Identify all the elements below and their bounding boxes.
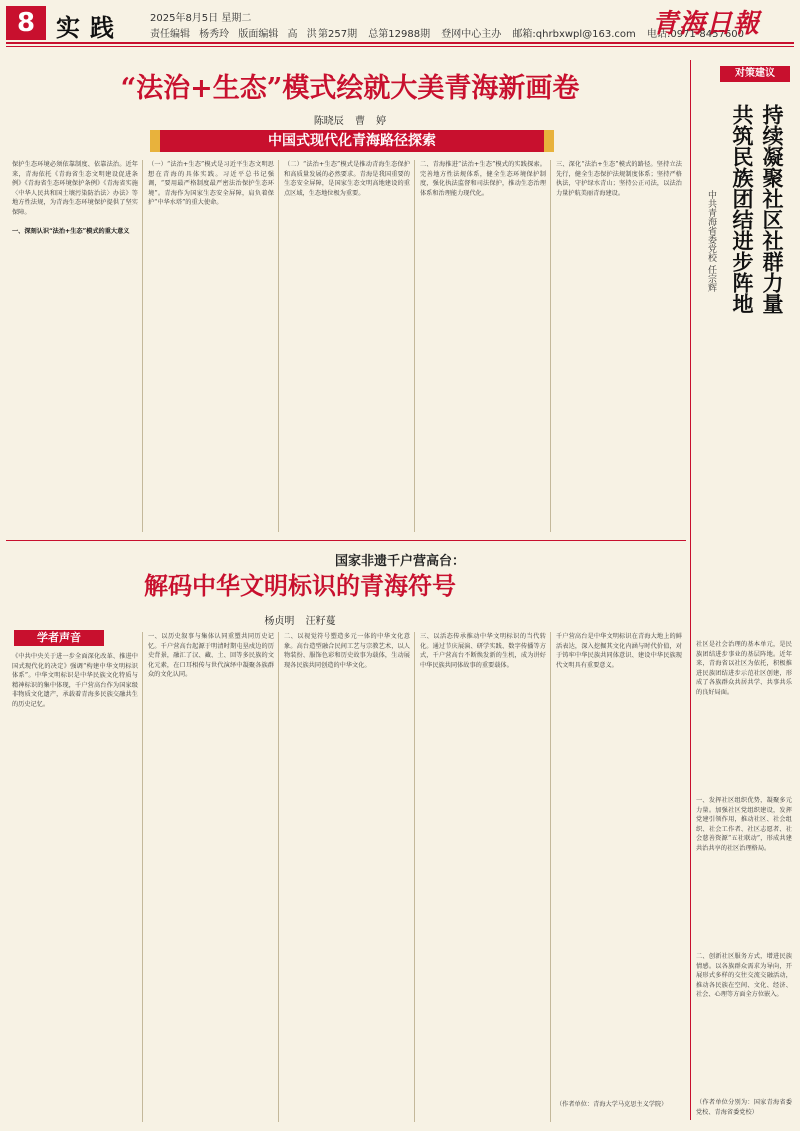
article1-col1 [12, 160, 138, 530]
col-divider [278, 160, 279, 532]
article2-title: 解码中华文明标识的青海符号 [144, 571, 456, 600]
sidebar-text2: 一、发挥社区组织优势，凝聚多元力量。加强社区党组织建设，发挥党建引领作用，推动社区、社会组织、社会工作者、社区志愿者、社会慈善资源“五社联动”，形成共建共治共享的社区治理格局。 [696, 797, 792, 852]
sidebar-author: 中共青海省委党校 任宗辉 [706, 190, 716, 292]
article2-col5: 千户营高台是中华文明标识在青海大地上的鲜活表达，深入挖掘其文化内涵与时代价值，对于铸牢中华民族共同体意识、建设中华民族现代文明具有重要意义。 [556, 633, 682, 669]
article2-author-note: （作者单位：青海大学马克思主义学院） [556, 1101, 668, 1108]
section-name: 实践 [56, 14, 124, 42]
col-divider [278, 632, 279, 1122]
article1-title: “法治+生态”模式绘就大美青海新画卷 [120, 73, 580, 104]
sidebar-text1: 社区是社会治理的基本单元，是民族团结进步事业的基层阵地。近年来，青海省以社区为依托，积极推进民族团结进步示范社区创建，形成了各族群众共居共学、共事共乐的良好局面。 [696, 641, 792, 696]
sidebar-divider [690, 60, 691, 1120]
article1-banner: 中国式现代化青海路径探索 [150, 130, 554, 152]
col-divider [414, 160, 415, 532]
article2-byline: 杨贞明 汪籽蔓 [264, 616, 336, 627]
newspaper-logo: 青海日報 [652, 9, 761, 39]
sidebar-tag: 对策建议 [720, 66, 790, 82]
sidebar-title-line1: 持续凝聚社区社群力量 [760, 104, 785, 314]
col-divider [142, 632, 143, 1122]
article1-col5: 三、深化“法治+生态”模式的路径。坚持立法先行，健全生态保护法规制度体系；坚持严格执法，守护绿水青山；坚持公正司法，以法治力量护航美丽青海建设。 [556, 161, 682, 197]
article1-col2: （一）“法治+生态”模式是习近平生态文明思想在青海的具体实践。习近平总书记强调，“要用最严格制度最严密法治保护生态环境”。青海作为国家生态安全屏障，肩负着保护“中华水塔”的重大使命。 [148, 161, 274, 207]
sidebar-text3: 二、创新社区服务方式，增进民族情感。以各族群众需求为导向，开展形式多样的交往交流交融活动，推动各民族在空间、文化、经济、社会、心理等方面全方位嵌入。 [696, 953, 792, 999]
article2-col3: 二、以视觉符号塑造多元一体的中华文化意象。高台造型融合民间工艺与宗教艺术，以人物装扮、服饰色彩和历史故事为载体，生动展现各民族共同创造的中华文化。 [284, 633, 410, 669]
page-number: 8 [6, 6, 46, 40]
date-line: 2025年8月5日 星期二 [150, 13, 252, 24]
article1-col1-text: 保护生态环境必须依靠制度、依靠法治。近年来，青海依托《青海省生态文明建设促进条例》《青海省生态环境保护条例》《青海省实施〈中华人民共和国土壤污染防治法〉办法》等地方性法规，为青海生态环境保护提供了坚实保障。 [12, 161, 138, 216]
section-separator [6, 540, 686, 541]
col-divider [142, 160, 143, 532]
article1-col4: 二、青海推进“法治+生态”模式的实践探索。完善地方性法规体系，健全生态环境保护制度，强化执法监督和司法保护，推动生态治理体系和治理能力现代化。 [420, 161, 546, 197]
article1-subhead: 一、深刻认识“法治+生态”模式的重大意义 [12, 228, 130, 236]
article2-kicker: 国家非遗千户营高台： [334, 554, 465, 569]
col-divider [550, 632, 551, 1122]
col-divider [414, 632, 415, 1122]
staff-line: 责任编辑 杨秀玲 版面编辑 高 洪 [150, 29, 317, 40]
sidebar-footer: （作者单位分别为：国家青海省委党校、青海省委党校） [696, 1099, 792, 1116]
masthead-rule [6, 42, 794, 44]
col-divider [550, 160, 551, 532]
article1-byline: 陈晓辰 曹 婷 [313, 116, 387, 127]
article1-col3: （二）“法治+生态”模式是推动青海生态保护和高质量发展的必然要求。青海是我国重要的生态安全屏障，是国家生态文明高地建设的重点区域，生态地位极为重要。 [284, 161, 410, 197]
article2-col4: 三、以活态传承推动中华文明标识的当代转化。通过节庆展演、研学实践、数字传播等方式，千户营高台不断焕发新的生机，成为讲好中华民族共同体故事的重要载体。 [420, 633, 546, 669]
masthead-rule-thin [6, 46, 794, 47]
issue-line: 第257期 总第12988期 登网中心主办 邮箱:qhrbxwpl@163.com 电话:0971-8457600 [318, 29, 744, 40]
scholar-voice-label: 学者声音 [14, 630, 104, 646]
article2-col1: 《中共中央关于进一步全面深化改革、推进中国式现代化的决定》强调“构建中华文明标识体系”。中华文明标识是中华民族文化特质与精神标识的集中体现，千户营高台作为国家级非物质文化遗产，承载着青海多民族交融共生的历史记忆。 [12, 653, 138, 708]
article2-col2: 一、以历史叙事与集体认同重塑共同历史记忆。千户营高台起源于明清时期屯垦戍边的历史背景，融汇了汉、藏、土、回等多民族的文化元素，在口耳相传与世代演绎中凝聚各族群众的文化认同。 [148, 633, 274, 679]
sidebar-title-line2: 共筑民族团结进步阵地 [730, 104, 755, 314]
